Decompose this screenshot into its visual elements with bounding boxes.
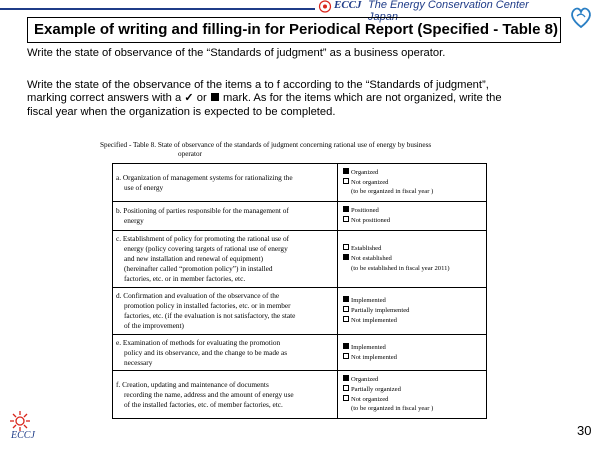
- checkbox-checked-icon: [343, 168, 349, 174]
- question-cell: [113, 288, 338, 335]
- checkbox-checked-icon: [343, 206, 349, 212]
- question-text: a. Organization of management systems for rationalizing the: [116, 172, 293, 182]
- checkbox-empty-icon: [343, 353, 349, 359]
- option-partially-organized[interactable]: [343, 385, 481, 395]
- checkbox-empty-icon: [343, 244, 349, 250]
- answer-cell: [338, 164, 487, 202]
- table-row: [113, 164, 487, 202]
- checkbox-empty-icon: [343, 385, 349, 391]
- table-caption: [100, 141, 520, 159]
- checkbox-empty-icon: [343, 316, 349, 322]
- question-text: factories, etc. or in member factories, etc.: [124, 274, 246, 283]
- question-text: promotion policy in installed factories, etc. or in member: [124, 301, 291, 310]
- option-label: Organized: [351, 375, 379, 383]
- header-brand: ECCJ: [334, 0, 362, 11]
- question-text: e. Examination of methods for evaluating the promotion: [116, 337, 281, 347]
- header-bar: [0, 0, 560, 23]
- heart-leaf-icon: [568, 4, 594, 30]
- question-cell: [113, 371, 338, 419]
- option-not-organized[interactable]: [343, 395, 481, 405]
- question-text: recording the name, address and the amount of energy use: [124, 389, 294, 399]
- option-not-established[interactable]: [343, 254, 481, 264]
- table-caption-line-2: operator: [178, 150, 202, 158]
- answer-cell: [338, 231, 487, 288]
- option-label: Not organized: [351, 178, 389, 186]
- intro-line: Write the state of observance of the “Standards of judgment” as a business operator.: [27, 47, 446, 59]
- instructions-text: mark. As for the items which are not organized, write the: [222, 92, 502, 105]
- instructions-line-1: Write the state of the observance of the items a to f according to the “Standards of judgment”,: [27, 79, 489, 91]
- slide-title: Example of writing and filling-in for Periodical Report (Specified - Table 8): [34, 21, 558, 38]
- fiscal-year-note: (to be organized in fiscal year ): [351, 188, 434, 196]
- option-label: Established: [351, 245, 382, 253]
- option-label: Not organized: [351, 395, 389, 403]
- question-text: necessary: [124, 357, 153, 367]
- option-partially-implemented[interactable]: [343, 306, 481, 316]
- question-text: (hereinafter called “promotion policy”) in installed: [124, 264, 273, 273]
- table-row: [113, 288, 487, 335]
- question-cell: [113, 335, 338, 371]
- option-not-implemented[interactable]: [343, 353, 481, 363]
- header-rule: [0, 8, 315, 10]
- eccj-footer-logo-icon: [9, 410, 31, 432]
- checkbox-checked-icon: [343, 296, 349, 302]
- filled-square-icon: [211, 93, 219, 101]
- option-label: Organized: [351, 168, 379, 176]
- question-cell: [113, 164, 338, 202]
- instructions-line-2: [27, 92, 502, 105]
- option-label: Not implemented: [351, 316, 397, 324]
- option-organized[interactable]: [343, 375, 481, 385]
- fiscal-year-note: (to be organized in fiscal year ): [351, 405, 434, 413]
- checkmark-icon: ✓: [184, 92, 194, 105]
- question-text: energy: [124, 216, 144, 225]
- question-text: energy (policy covering targets of rational use of energy: [124, 244, 288, 253]
- answer-cell: [338, 335, 487, 371]
- observance-table: [112, 163, 487, 419]
- question-text: d. Confirmation and evaluation of the observance of the: [116, 291, 280, 300]
- question-text: c. Establishment of policy for promoting the rational use of: [116, 234, 290, 243]
- instructions-line-3: fiscal year when the organization is expected to be completed.: [27, 105, 336, 118]
- question-text: factories, etc. (if the evaluation is not satisfactory, the state: [124, 311, 296, 320]
- footer-brand: ECCJ: [11, 430, 35, 441]
- instructions-paragraph: [27, 79, 502, 119]
- checkbox-checked-icon: [343, 254, 349, 260]
- option-label: Not positioned: [351, 217, 391, 224]
- table-row: [113, 231, 487, 288]
- option-label: Not implemented: [351, 353, 397, 361]
- eccj-logo-icon: [318, 0, 332, 13]
- table-row: [113, 335, 487, 371]
- question-text: use of energy: [124, 182, 164, 192]
- option-label: Implemented: [351, 297, 386, 305]
- header-organization: The Energy Conservation Center Japan: [368, 0, 529, 23]
- checkbox-empty-icon: [343, 178, 349, 184]
- table-row: [113, 371, 487, 419]
- option-implemented[interactable]: [343, 343, 481, 353]
- answer-cell: [338, 371, 487, 419]
- option-established[interactable]: [343, 244, 481, 254]
- fiscal-year-note: (to be established in fiscal year 2011): [351, 264, 450, 272]
- question-text: of the improvement): [124, 321, 184, 330]
- answer-cell: [338, 202, 487, 231]
- checkbox-empty-icon: [343, 395, 349, 401]
- option-label: Positioned: [351, 207, 379, 215]
- question-cell: [113, 202, 338, 231]
- question-cell: [113, 231, 338, 288]
- option-label: Partially implemented: [351, 307, 410, 315]
- checkbox-checked-icon: [343, 375, 349, 381]
- option-organized[interactable]: [343, 168, 481, 178]
- page-number: 30: [577, 423, 592, 438]
- checkbox-checked-icon: [343, 343, 349, 349]
- question-text: b. Positioning of parties responsible for the management of: [116, 206, 289, 215]
- question-text: of the installed factories, etc. of member factories, etc.: [124, 399, 283, 409]
- checkbox-empty-icon: [343, 216, 349, 222]
- table-row: [113, 202, 487, 231]
- option-not-implemented[interactable]: [343, 316, 481, 326]
- question-text: policy and its observance, and the change to be made as: [124, 347, 288, 357]
- checkbox-empty-icon: [343, 306, 349, 312]
- option-implemented[interactable]: [343, 296, 481, 306]
- option-not-organized[interactable]: [343, 178, 481, 188]
- instructions-text: marking correct answers with a: [27, 92, 182, 105]
- slide-title-box: [27, 17, 561, 43]
- table-caption-line-1: Specified - Table 8. State of observance of the standards of judgment concerning rational use of energy by business: [100, 141, 432, 149]
- option-label: Implemented: [351, 343, 386, 351]
- option-positioned[interactable]: [343, 206, 481, 216]
- option-not-positioned[interactable]: [343, 216, 481, 226]
- question-text: and new installation and renewal of equipment): [124, 254, 264, 263]
- option-label: Partially organized: [351, 385, 401, 393]
- option-label: Not established: [351, 255, 392, 263]
- instructions-or: or: [196, 92, 207, 105]
- question-text: f. Creation, updating and maintenance of documents: [116, 379, 269, 389]
- answer-cell: [338, 288, 487, 335]
